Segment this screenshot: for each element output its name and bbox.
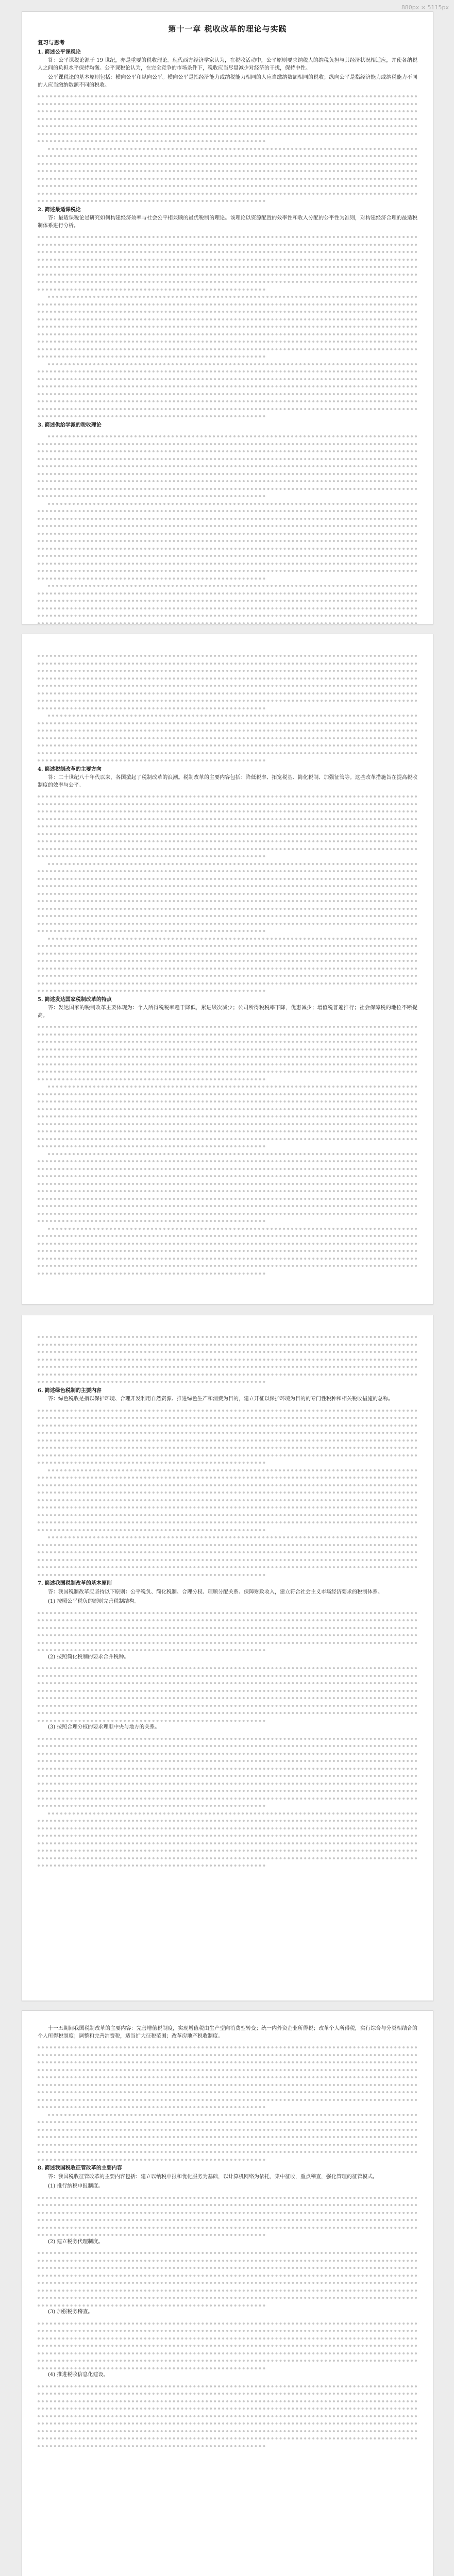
list-item: (3) 按照合理分权的要求理顺中央与地方的关系。: [48, 1724, 160, 1730]
page-2: [22, 634, 433, 1304]
text-lines: [38, 2382, 417, 2450]
answer-paragraph: 答：公平课税论源于 19 世纪，亦是重要的税收理论。现代西方经济学家认为，在税收活动中，公平原则要求纳税人的纳税负担与其经济状况相适应，并使各纳税人之间的负担水平保持均衡。公平课税论认为，在完全竞争的市场条件下，税收应当尽量减少对经济的干扰，保持中性。: [38, 58, 417, 71]
text-lines: [38, 1406, 417, 1579]
page-1: [22, 11, 433, 624]
text-lines: [38, 2194, 417, 2239]
question-heading: 6. 简述绿色税制的主要内容: [38, 1387, 102, 1394]
text-lines: [38, 2043, 417, 2163]
list-item: (1) 推行纳税申报制度。: [48, 2183, 104, 2189]
text-lines: [38, 1333, 417, 1385]
list-item: (2) 按照简化税制的要求合并税种。: [48, 1654, 129, 1660]
corner-stamp: 880px × 5115px: [401, 4, 449, 11]
text-lines: [38, 792, 417, 994]
question-heading: 3. 简述供给学派的税收理论: [38, 422, 102, 428]
answer-paragraph: 答：绿色税收是指以保护环境、合理开发利用自然资源、推进绿色生产和消费为目的，建立开征以保护环境为目的的专门性税种和相关税收措施的总称。: [48, 1396, 393, 1402]
text-lines: [38, 652, 417, 764]
text-lines: [38, 1023, 417, 1277]
text-lines: [38, 1735, 417, 1869]
answer-paragraph: 答：最适课税论是研究如何构建经济效率与社会公平相兼顾的最优税制的理论。该理论以资源配置的效率性和收入分配的公平性为准则，对构建经济合理的最适税制体系进行分析。: [38, 215, 417, 229]
text-lines: [38, 432, 417, 624]
question-heading: 7. 简述我国税制改革的基本原则: [38, 1581, 112, 1586]
answer-paragraph: 答：我国税制改革应坚持以下原则：公平税负、简化税制、合理分权、理顺分配关系、保障财政收入，建立符合社会主义市场经济要求的税制体系。: [48, 1589, 383, 1595]
question-heading: 4. 简述税制改革的主要方向: [38, 766, 102, 772]
question-heading: 8. 简述我国税收征管改革的主要内容: [38, 2165, 122, 2171]
page-4: [22, 2010, 433, 2576]
list-item: (4) 推进税收信息化建设。: [48, 2372, 109, 2378]
answer-paragraph: 十一五期间我国税制改革的主要内容：完善增值税制度，实现增值税由生产型向消费型转变；统一内外资企业所得税；改革个人所得税，实行综合与分类相结合的个人所得税制度；调整和完善消费税，适当扩大征税范围；改革房地产税收制度。: [38, 2026, 417, 2039]
answer-paragraph: 答：我国税收征管改革的主要内容包括：建立以纳税申报和优化服务为基础，以计算机网络为依托，集中征收，重点稽查，强化管理的征管模式。: [48, 2174, 378, 2180]
text-lines: [38, 2319, 417, 2372]
text-lines: [38, 1664, 417, 1724]
page-title: 第十一章 税收改革的理论与实践: [168, 24, 287, 33]
text-lines: [38, 1609, 417, 1654]
section-heading: 复习与思考: [38, 40, 65, 46]
question-heading: 1. 简述公平课税论: [38, 49, 81, 55]
list-item: (3) 加强税务稽查。: [48, 2309, 93, 2315]
text-lines: [38, 233, 417, 420]
answer-paragraph: 公平课税论的基本原则包括：横向公平和纵向公平。横向公平是指经济能力或纳税能力相同的人应当缴纳数额相同的税收；纵向公平是指经济能力或纳税能力不同的人应当缴纳数额不同的税收。: [38, 75, 417, 88]
answer-paragraph: 答：二十世纪八十年代以来，各国掀起了税制改革的浪潮。税制改革的主要内容包括：降低税率、拓宽税基、简化税制、加强征管等。这些改革措施旨在提高税收制度的效率与公平。: [38, 775, 417, 788]
page-3: [22, 1315, 433, 2001]
answer-paragraph: 答：发达国家的税制改革主要体现为：个人所得税税率趋于降低，累进级次减少；公司所得税税率下降，优惠减少；增值税普遍推行；社会保障税的地位不断提高。: [38, 1005, 417, 1019]
list-item: (2) 建立税务代理制度。: [48, 2239, 104, 2245]
text-lines: [38, 92, 417, 205]
text-lines: [38, 2249, 417, 2309]
list-item: (1) 按照公平税负的原则完善税制结构。: [48, 1599, 140, 1604]
question-heading: 5. 简述发达国家税制改革的特点: [38, 996, 112, 1003]
question-heading: 2. 简述最适课税论: [38, 207, 81, 213]
